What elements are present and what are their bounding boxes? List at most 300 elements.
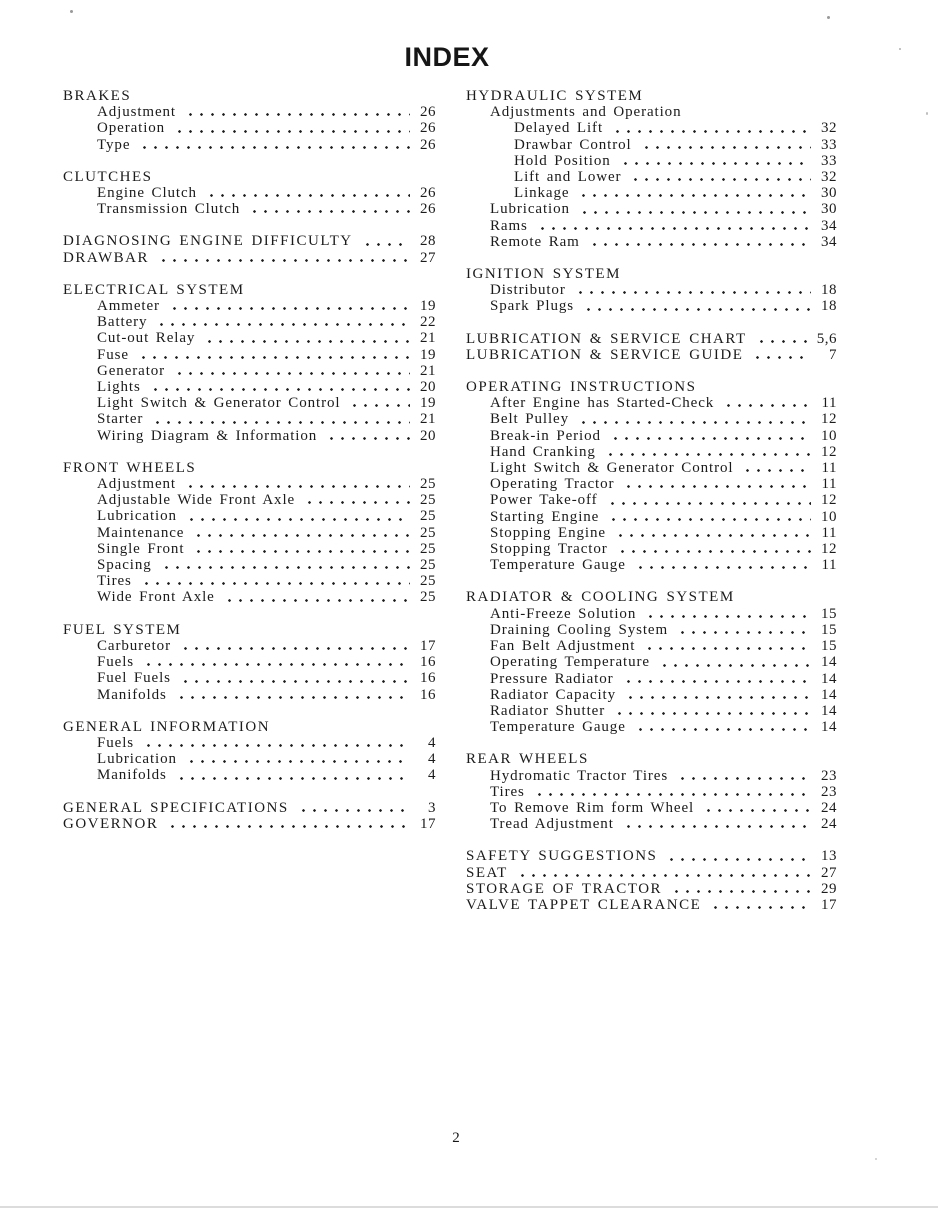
index-columns [63,88,837,929]
entry-label: Adjustable Wide Front Axle [97,492,296,509]
entry-page: 15 [821,638,837,655]
entry-label: Fan Belt Adjustment [490,638,636,655]
entry-page: 26 [420,120,436,137]
leader-dots [674,622,811,638]
leader-dots [514,865,811,881]
index-entry [466,218,837,234]
index-section-heading [466,88,837,104]
index-section-heading [466,897,837,913]
index-entry [63,379,436,395]
index-entry [466,169,837,185]
leader-dots [602,444,811,460]
leader-dots [617,153,811,169]
leader-dots [656,654,811,670]
leader-dots [140,735,410,751]
index-entry [63,428,436,444]
index-entry [466,492,837,508]
entry-page: 14 [821,686,837,703]
index-section-heading [63,460,436,476]
index-entry [466,234,837,250]
entry-page: 27 [420,249,436,266]
entry-label: Distributor [490,282,566,299]
entry-label: Adjustments and Operation [490,104,682,121]
scan-speck [827,16,830,19]
entry-label: LUBRICATION & SERVICE CHART [466,330,747,347]
index-entry [466,557,837,573]
scan-speck [875,1158,877,1160]
index-entry [466,509,837,525]
entry-label: Fuels [97,734,135,751]
index-entry [63,314,436,330]
entry-page: 11 [821,460,837,477]
leader-dots [622,687,811,703]
leader-dots [575,185,811,201]
index-entry [63,638,436,654]
index-entry [63,411,436,427]
entry-page: 34 [821,233,837,250]
entry-label: RADIATOR & COOLING SYSTEM [466,589,735,606]
entry-page: 11 [821,395,837,412]
entry-label: Wiring Diagram & Information [97,427,318,444]
entry-page: 27 [821,864,837,881]
leader-dots [147,379,410,395]
index-entry [466,460,837,476]
entry-page: 19 [420,395,436,412]
entry-page: 34 [821,217,837,234]
leader-dots [203,185,410,201]
entry-page: 12 [821,443,837,460]
leader-dots [173,767,410,783]
entry-page: 24 [821,816,837,833]
leader-dots [531,784,811,800]
entry-label: Manifolds [97,767,167,784]
leader-dots [632,719,811,735]
entry-label: Linkage [514,185,570,202]
index-section [63,719,436,784]
index-entry [466,153,837,169]
index-entry [63,492,436,508]
leader-dots [323,428,410,444]
entry-label: Lubrication [490,201,570,218]
entry-page: 18 [821,282,837,299]
entry-label: Radiator Shutter [490,702,606,719]
index-entry [63,735,436,751]
index-section-heading [466,331,837,347]
index-section [63,169,436,218]
entry-label: Draining Cooling System [490,621,669,638]
leader-dots [153,314,410,330]
leader-dots [149,411,410,427]
entry-page: 30 [821,201,837,218]
index-entry [466,395,837,411]
index-entry [466,444,837,460]
leader-dots [668,881,811,897]
index-entry [466,282,837,298]
entry-page: 14 [821,670,837,687]
entry-label: Lubrication [97,751,177,768]
index-entry [466,638,837,654]
index-entry [63,104,436,120]
leader-dots [576,201,811,217]
entry-label: SEAT [466,864,508,881]
entry-label: Spacing [97,557,152,574]
entry-label: Temperature Gauge [490,557,626,574]
leader-dots [572,282,811,298]
index-section-heading [466,881,837,897]
index-entry [63,670,436,686]
entry-page: 25 [420,589,436,606]
leader-dots [173,687,410,703]
scan-speck [926,112,928,115]
index-entry [63,767,436,783]
entry-page: 5,6 [816,330,837,347]
index-section-heading [63,169,436,185]
entry-page: 24 [821,799,837,816]
entry-label: Delayed Lift [514,120,604,137]
entry-label: Type [97,136,131,153]
entry-label: GENERAL SPECIFICATIONS [63,799,289,816]
index-section-heading [63,233,436,249]
index-entry [466,800,837,816]
leader-dots [221,589,410,605]
entry-label: HYDRAULIC SYSTEM [466,88,644,104]
index-section [466,379,837,573]
leader-dots [720,395,811,411]
entry-label: Operation [97,120,166,137]
entry-page: 28 [420,233,436,250]
leader-dots [135,347,410,363]
leader-dots [612,525,811,541]
leader-dots [641,638,811,654]
entry-label: Operating Temperature [490,654,650,671]
entry-page: 14 [821,719,837,736]
index-entry [63,573,436,589]
leader-dots [183,508,410,524]
index-entry [466,137,837,153]
entry-page: 25 [420,524,436,541]
index-entry [63,185,436,201]
entry-page: 23 [821,767,837,784]
entry-label: VALVE TAPPET CLEARANCE [466,896,702,913]
scan-edge-line [0,1206,938,1208]
index-entry [466,120,837,136]
leader-dots [627,169,811,185]
index-entry [63,541,436,557]
index-section-heading [63,816,436,832]
leader-dots [359,233,410,249]
entry-label: Adjustment [97,476,176,493]
page-number: 2 [452,1130,460,1146]
index-section [466,331,837,363]
entry-label: Stopping Engine [490,524,606,541]
leader-dots [183,751,410,767]
entry-label: Starter [97,411,144,428]
leader-dots [674,768,811,784]
index-entry [466,476,837,492]
index-entry [63,120,436,136]
entry-page: 10 [821,427,837,444]
leader-dots [182,476,410,492]
entry-label: Single Front [97,540,185,557]
entry-label: Fuel Fuels [97,670,171,687]
index-section [63,622,436,703]
entry-label: DIAGNOSING ENGINE DIFFICULTY [63,233,353,250]
leader-dots [609,120,811,136]
entry-label: Lift and Lower [514,169,622,186]
entry-label: REAR WHEELS [466,751,589,768]
index-section-heading [63,622,436,638]
entry-page: 32 [821,120,837,137]
entry-label: Hand Cranking [490,443,596,460]
entry-page: 12 [821,411,837,428]
entry-label: After Engine has Started-Check [490,395,715,412]
index-entry [63,508,436,524]
index-entry [63,137,436,153]
entry-label: FRONT WHEELS [63,459,197,476]
entry-label: CLUTCHES [63,168,153,185]
entry-page: 16 [420,686,436,703]
entry-page: 33 [821,136,837,153]
index-entry [466,703,837,719]
index-entry [466,606,837,622]
index-section-heading [466,266,837,282]
index-section-heading [466,379,837,395]
index-entry [63,363,436,379]
entry-page: 25 [420,557,436,574]
entry-label: Anti-Freeze Solution [490,605,637,622]
leader-dots [166,298,410,314]
leader-dots [190,525,410,541]
entry-label: Carburetor [97,637,171,654]
entry-page: 15 [821,605,837,622]
entry-page: 11 [821,557,837,574]
entry-label: Hydromatic Tractor Tires [490,767,669,784]
entry-label: Transmission Clutch [97,201,241,218]
entry-page: 32 [821,169,837,186]
index-section [63,460,436,606]
leader-dots [171,363,410,379]
entry-label: Operating Tractor [490,476,615,493]
entry-label: Temperature Gauge [490,719,626,736]
index-entry [63,298,436,314]
leader-dots [611,703,811,719]
leader-dots [190,541,410,557]
entry-page: 25 [420,573,436,590]
entry-label: Lights [97,379,141,396]
entry-page: 12 [821,492,837,509]
entry-label: Cut-out Relay [97,330,196,347]
index-section-heading [63,88,436,104]
index-section [466,88,837,250]
index-entry [466,816,837,832]
index-entry [63,330,436,346]
index-section-heading [466,865,837,881]
leader-dots [663,848,811,864]
entry-label: Fuels [97,654,135,671]
entry-page: 20 [420,427,436,444]
leader-dots [534,218,811,234]
leader-dots [155,250,410,266]
index-section-heading [63,719,436,735]
entry-label: Hold Position [514,152,611,169]
leader-dots [586,234,811,250]
index-entry [63,347,436,363]
leader-dots [642,606,811,622]
leader-dots [575,411,811,427]
entry-page: 29 [821,880,837,897]
entry-page: 13 [821,848,837,865]
entry-page: 11 [821,476,837,493]
leader-dots [136,137,410,153]
entry-label: GOVERNOR [63,815,159,832]
index-entry [63,201,436,217]
entry-label: Light Switch & Generator Control [97,395,341,412]
index-section [466,848,837,913]
leader-dots [140,654,410,670]
entry-page: 19 [420,298,436,315]
leader-dots [295,800,410,816]
entry-label: Light Switch & Generator Control [490,460,734,477]
entry-label: Rams [490,217,528,234]
entry-page: 20 [420,379,436,396]
entry-label: Tires [490,783,525,800]
index-entry [466,671,837,687]
entry-page: 26 [420,201,436,218]
entry-page: 30 [821,185,837,202]
index-section [63,88,436,153]
entry-page: 11 [821,524,837,541]
entry-page: 10 [821,508,837,525]
entry-page: 17 [420,637,436,654]
leader-dots [246,201,410,217]
entry-page: 26 [420,136,436,153]
index-section [466,266,837,315]
index-entry [63,589,436,605]
leader-dots [638,137,811,153]
entry-page: 22 [420,314,436,331]
entry-label: Belt Pulley [490,411,569,428]
index-section-heading [466,751,837,767]
index-entry [466,622,837,638]
index-section [466,751,837,832]
index-entry [63,751,436,767]
leader-dots [158,557,410,573]
index-entry [466,541,837,557]
entry-label: To Remove Rim form Wheel [490,799,695,816]
entry-label: Lubrication [97,508,177,525]
entry-label: BRAKES [63,88,132,104]
index-entry [466,719,837,735]
leader-dots [580,298,811,314]
leader-dots [707,897,811,913]
entry-label: GENERAL INFORMATION [63,718,271,735]
leader-dots [177,670,410,686]
leader-dots [607,428,811,444]
entry-page: 19 [420,346,436,363]
entry-label: DRAWBAR [63,249,149,266]
entry-label: Adjustment [97,104,176,121]
entry-page: 33 [821,152,837,169]
leader-dots [164,816,410,832]
index-entry [466,784,837,800]
entry-page: 18 [821,298,837,315]
entry-page: 25 [420,492,436,509]
entry-page: 16 [420,654,436,671]
entry-label: Break-in Period [490,427,601,444]
leader-dots [346,395,410,411]
page-title: INDEX [404,42,490,72]
index-entry [63,525,436,541]
leader-dots [614,541,811,557]
entry-label: OPERATING INSTRUCTIONS [466,379,697,396]
leader-dots [182,104,410,120]
entry-label: Battery [97,314,148,331]
entry-page: 16 [420,670,436,687]
entry-page: 21 [420,330,436,347]
entry-label: Ammeter [97,298,160,315]
entry-label: Tires [97,573,132,590]
index-column-right [466,88,837,929]
entry-page: 3 [428,799,436,816]
entry-label: Wide Front Axle [97,589,215,606]
entry-label: SAFETY SUGGESTIONS [466,848,658,865]
index-entry [466,104,837,120]
leader-dots [749,347,811,363]
leader-dots [620,671,811,687]
index-entry [466,411,837,427]
entry-label: Remote Ram [490,233,580,250]
entry-page: 21 [420,411,436,428]
index-section-heading [466,848,837,864]
entry-label: Generator [97,362,166,379]
entry-label: Fuse [97,346,129,363]
entry-page: 7 [829,346,837,363]
index-entry [466,201,837,217]
entry-label: Power Take-off [490,492,598,509]
entry-label: Radiator Capacity [490,686,617,703]
scan-speck [70,10,73,13]
leader-dots [138,573,410,589]
entry-page: 26 [420,185,436,202]
index-entry [63,654,436,670]
entry-page: 4 [428,767,436,784]
entry-page: 25 [420,476,436,493]
entry-page: 15 [821,621,837,638]
index-section [63,800,436,832]
entry-page: 4 [428,734,436,751]
leader-dots [620,816,811,832]
leader-dots [605,509,811,525]
index-entry [466,654,837,670]
entry-page: 4 [428,751,436,768]
leader-dots [171,120,410,136]
entry-label: IGNITION SYSTEM [466,266,621,283]
entry-label: ELECTRICAL SYSTEM [63,281,245,298]
entry-page: 17 [821,896,837,913]
entry-label: Pressure Radiator [490,670,614,687]
entry-label: Manifolds [97,686,167,703]
index-entry [63,395,436,411]
entry-label: Tread Adjustment [490,816,614,833]
entry-page: 14 [821,654,837,671]
entry-label: Drawbar Control [514,136,632,153]
entry-label: Starting Engine [490,508,600,525]
entry-page: 14 [821,702,837,719]
leader-dots [620,476,811,492]
entry-page: 12 [821,541,837,558]
index-entry [466,298,837,314]
leader-dots [604,492,811,508]
